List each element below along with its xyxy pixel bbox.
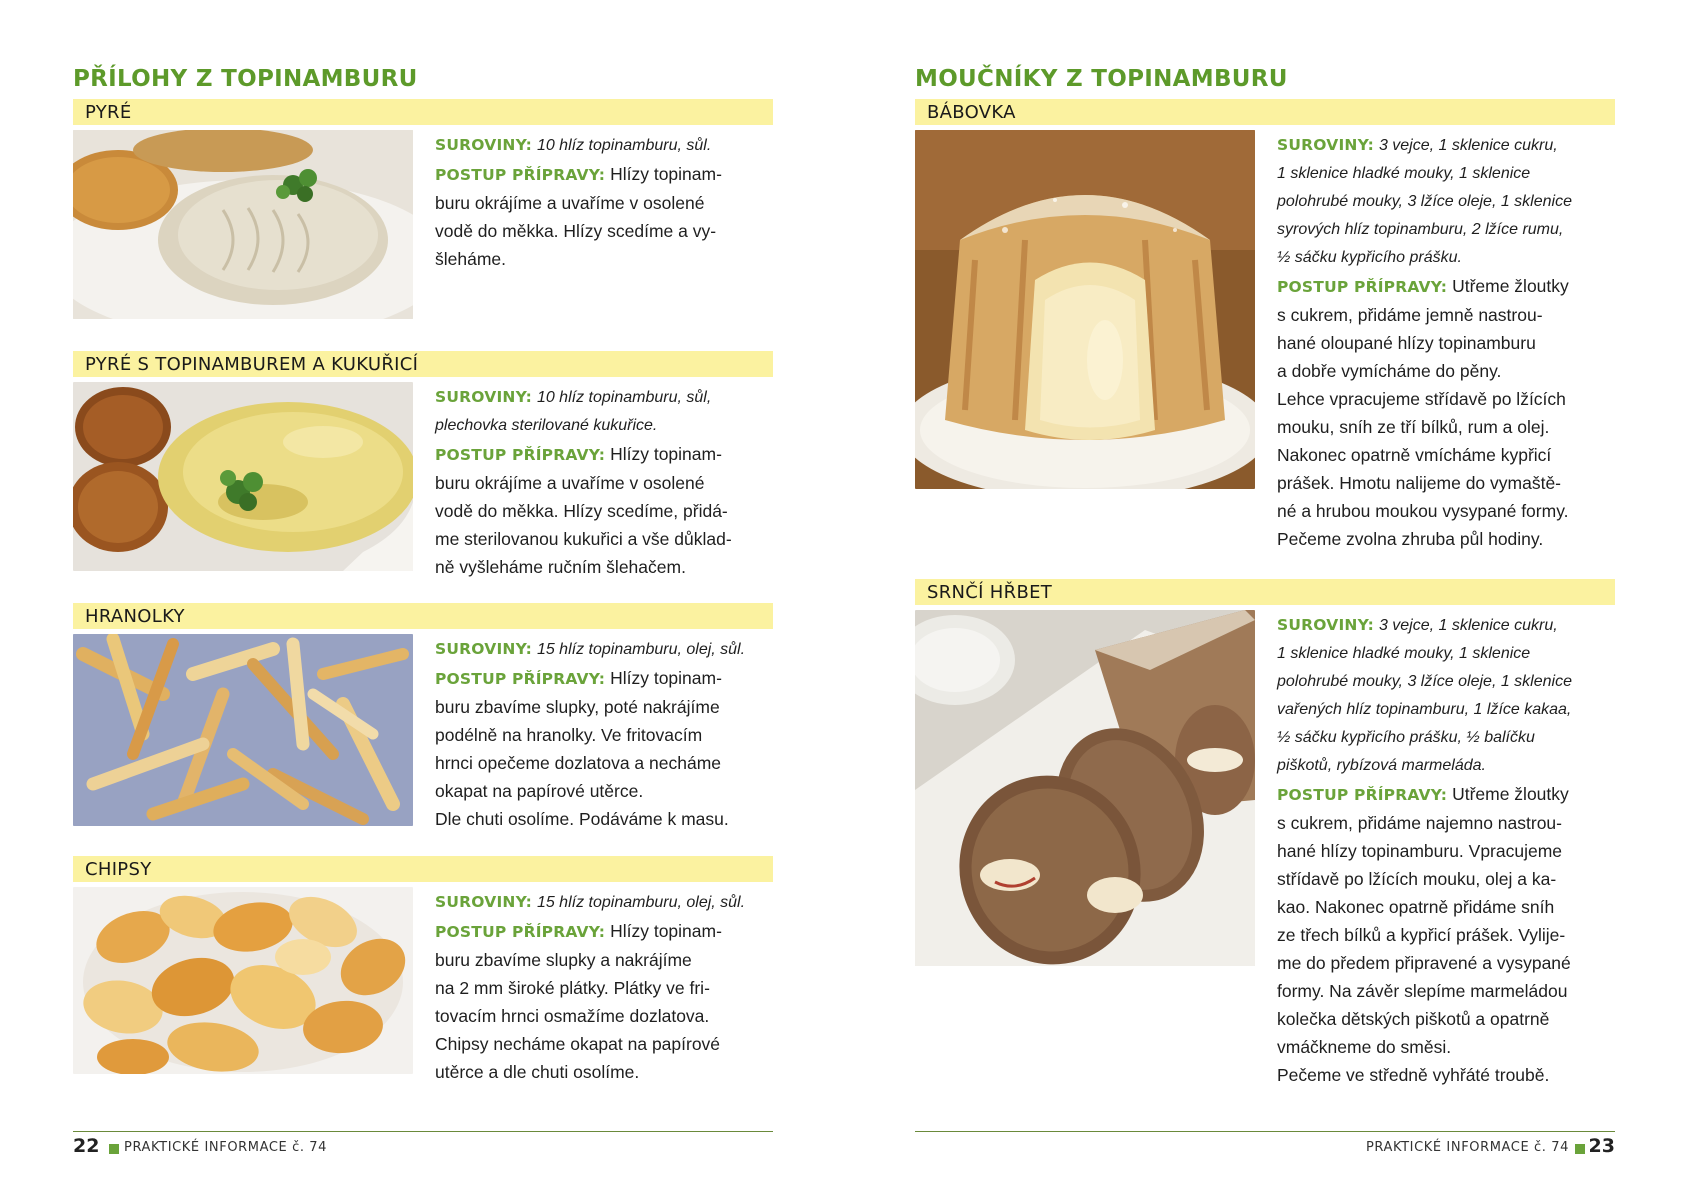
method-line: Chipsy necháme okapat na papírové <box>435 1034 721 1054</box>
ingredients-label: SUROVINY: <box>435 388 533 406</box>
method-label: POSTUP PŘÍPRAVY: <box>1277 278 1448 296</box>
method-line: Pečeme zvolna zhruba půl hodiny. <box>1277 529 1544 549</box>
method-line: me sterilovanou kukuřici a vše důklad- <box>435 529 732 549</box>
method-line: Lehce vpracujeme střídavě po lžících <box>1277 389 1566 409</box>
square-bullet-icon <box>1575 1144 1585 1154</box>
method-line: vmáčkneme do směsi. <box>1277 1037 1452 1057</box>
ingredients-line: 10 hlíz topinamburu, sůl, <box>536 389 712 406</box>
method-line: buru zbavíme slupky a nakrájíme <box>435 950 692 970</box>
method-line: mouku, sníh ze tří bílků, rum a olej. <box>1277 417 1550 437</box>
publication-name: PRAKTICKÉ INFORMACE č. 74 <box>124 1140 328 1155</box>
recipe-text <box>435 382 775 581</box>
method-line: okapat na papírové utěrce. <box>435 781 644 801</box>
right-page <box>915 0 1615 1191</box>
bundt-cake-photo <box>915 130 1255 489</box>
method-label: POSTUP PŘÍPRAVY: <box>435 446 606 464</box>
ingredients-line: ½ sáčku kypřicího prášku, ½ balíčku <box>1277 729 1535 746</box>
recipe-title: PYRÉ <box>73 99 773 125</box>
section-title: MOUČNÍKY Z TOPINAMBURU <box>915 66 1288 92</box>
mashed-jerusalem-artichoke-photo <box>73 130 413 319</box>
recipe-title: CHIPSY <box>73 856 773 882</box>
ingredients-line: polohrubé mouky, 3 lžíce oleje, 1 sklenice <box>1277 193 1572 210</box>
method-line: hané oloupané hlízy topinamburu <box>1277 333 1536 353</box>
method-line: vodě do měkka. Hlízy scedíme, přidá- <box>435 501 728 521</box>
method-label: POSTUP PŘÍPRAVY: <box>1277 786 1448 804</box>
ingredients-label: SUROVINY: <box>435 640 533 658</box>
page-number: 22 <box>73 1135 100 1157</box>
recipe-text <box>435 634 775 833</box>
recipe-fries <box>73 603 773 829</box>
method-line: s cukrem, přidáme najemno nastrou- <box>1277 813 1562 833</box>
method-first: Hlízy topinam- <box>610 668 722 688</box>
square-bullet-icon <box>109 1144 119 1154</box>
method-line: ze třech bílků a kypřicí prášek. Vylije- <box>1277 925 1566 945</box>
footer-rule <box>915 1131 1615 1132</box>
method-line: ně vyšleháme ručním šlehačem. <box>435 557 686 577</box>
method-line: podélně na hranolky. Ve fritovacím <box>435 725 703 745</box>
method-line: utěrce a dle chuti osolíme. <box>435 1062 640 1082</box>
method-first: Utřeme žloutky <box>1452 784 1569 804</box>
ingredients-line: plechovka sterilované kukuřice. <box>435 417 658 434</box>
recipe-chips <box>73 856 773 1082</box>
ingredients-label: SUROVINY: <box>435 136 533 154</box>
recipe-title: BÁBOVKA <box>915 99 1615 125</box>
method-line: Nakonec opatrně vmícháme kypřicí <box>1277 445 1552 465</box>
method-line: vodě do měkka. Hlízy scedíme a vy- <box>435 221 717 241</box>
method-line: formy. Na závěr slepíme marmeládou <box>1277 981 1568 1001</box>
ingredients-line: 15 hlíz topinamburu, olej, sůl. <box>536 894 746 911</box>
recipe-srnci-hrbet <box>915 579 1615 1085</box>
method-line: buru okrájíme a uvaříme v osolené <box>435 473 705 493</box>
method-line: a dobře vymícháme do pěny. <box>1277 361 1502 381</box>
recipe-text <box>1277 130 1622 553</box>
recipe-title: PYRÉ S TOPINAMBUREM A KUKUŘICÍ <box>73 351 773 377</box>
method-label: POSTUP PŘÍPRAVY: <box>435 923 606 941</box>
ingredients-line: piškotů, rybízová marmeláda. <box>1277 757 1486 774</box>
ingredients-line: 10 hlíz topinamburu, sůl. <box>536 137 712 154</box>
ingredients-line: polohrubé mouky, 3 lžíce oleje, 1 sklenice <box>1277 673 1572 690</box>
page-footer <box>915 1131 1615 1171</box>
method-line: střídavě po lžících mouku, olej a ka- <box>1277 869 1557 889</box>
method-first: Hlízy topinam- <box>610 921 722 941</box>
method-line: tovacím hrnci osmažíme dozlatova. <box>435 1006 710 1026</box>
method-line: né a hrubou moukou vysypané formy. <box>1277 501 1569 521</box>
method-first: Hlízy topinam- <box>610 164 722 184</box>
ingredients-line: 3 vejce, 1 sklenice cukru, <box>1378 137 1558 154</box>
method-label: POSTUP PŘÍPRAVY: <box>435 166 606 184</box>
ingredients-line: 3 vejce, 1 sklenice cukru, <box>1378 617 1558 634</box>
ingredients-line: 1 sklenice hladké mouky, 1 sklenice <box>1277 165 1531 182</box>
recipe-babovka <box>915 99 1615 549</box>
recipe-title: HRANOLKY <box>73 603 773 629</box>
ingredients-line: 1 sklenice hladké mouky, 1 sklenice <box>1277 645 1531 662</box>
recipe-pyre-corn <box>73 351 773 577</box>
recipe-text <box>435 887 775 1086</box>
method-line: prášek. Hmotu nalijeme do vymaště- <box>1277 473 1561 493</box>
section-title: PŘÍLOHY Z TOPINAMBURU <box>73 66 418 92</box>
rehbraten-cake-photo <box>915 610 1255 966</box>
recipe-title: SRNČÍ HŘBET <box>915 579 1615 605</box>
method-line: Dle chuti osolíme. Podáváme k masu. <box>435 809 729 829</box>
ingredients-line: ½ sáčku kypřicího prášku. <box>1277 249 1462 266</box>
method-line: Pečeme ve středně vyhřáté troubě. <box>1277 1065 1550 1085</box>
method-line: hrnci opečeme dozlatova a necháme <box>435 753 722 773</box>
recipe-text <box>435 130 775 273</box>
ingredients-line: syrových hlíz topinamburu, 2 lžíce rumu, <box>1277 221 1564 238</box>
ingredients-line: 15 hlíz topinamburu, olej, sůl. <box>536 641 746 658</box>
method-line: s cukrem, přidáme jemně nastrou- <box>1277 305 1543 325</box>
ingredients-line: vařených hlíz topinamburu, 1 lžíce kakaa, <box>1277 701 1572 718</box>
ingredients-label: SUROVINY: <box>1277 136 1375 154</box>
method-line: kao. Nakonec opatrně přidáme sníh <box>1277 897 1555 917</box>
footer-rule <box>73 1131 773 1132</box>
method-line: me do předem připravené a vysypané <box>1277 953 1571 973</box>
recipe-text <box>1277 610 1622 1089</box>
method-line: na 2 mm široké plátky. Plátky ve fri- <box>435 978 710 998</box>
corn-puree-photo <box>73 382 413 571</box>
method-first: Hlízy topinam- <box>610 444 722 464</box>
method-line: buru zbavíme slupky, poté nakrájíme <box>435 697 720 717</box>
left-page <box>73 0 773 1191</box>
method-line: buru okrájíme a uvaříme v osolené <box>435 193 705 213</box>
page-number: 23 <box>1588 1135 1615 1157</box>
method-first: Utřeme žloutky <box>1452 276 1569 296</box>
method-line: šleháme. <box>435 249 507 269</box>
publication-name: PRAKTICKÉ INFORMACE č. 74 <box>1365 1140 1569 1155</box>
ingredients-label: SUROVINY: <box>435 893 533 911</box>
chips-photo <box>73 887 413 1074</box>
recipe-pyre <box>73 99 773 269</box>
page-footer <box>73 1131 773 1171</box>
method-line: hané hlízy topinamburu. Vpracujeme <box>1277 841 1563 861</box>
ingredients-label: SUROVINY: <box>1277 616 1375 634</box>
fries-photo <box>73 634 413 826</box>
method-label: POSTUP PŘÍPRAVY: <box>435 670 606 688</box>
method-line: kolečka dětských piškotů a opatrně <box>1277 1009 1550 1029</box>
